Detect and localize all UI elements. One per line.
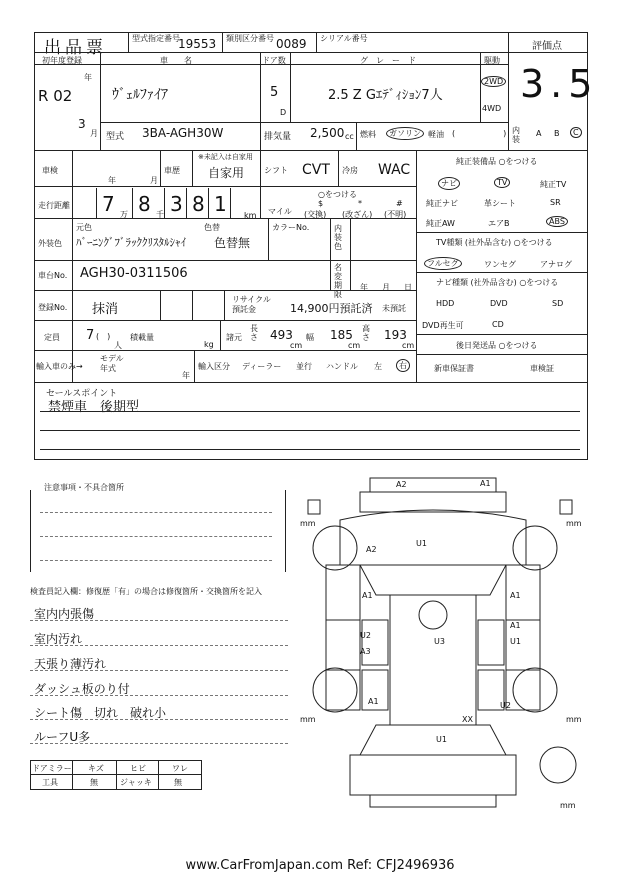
- notes-line: [30, 670, 288, 671]
- acc-tool-value: 無: [90, 778, 98, 787]
- notes-line: [40, 536, 272, 537]
- equip-airbag: エアB: [488, 219, 510, 228]
- handle-label: ハンドル: [326, 362, 358, 371]
- mileage-d2: 8: [138, 192, 151, 216]
- divider: [480, 52, 481, 122]
- wheel-rear-left: [313, 668, 357, 712]
- sheet-title: 出品票: [44, 38, 107, 58]
- name-change-year: 年: [360, 283, 368, 292]
- fuel-label: 燃料: [360, 130, 376, 139]
- reg-label: 登録No.: [38, 303, 68, 312]
- mark-front-bumper-2: A1: [480, 479, 491, 488]
- front-grille: [360, 492, 506, 512]
- divider: [72, 760, 73, 790]
- note-line-6: ルーフU多: [34, 730, 91, 744]
- divider: [100, 122, 508, 123]
- reg-value: 抹消: [92, 302, 119, 317]
- divider: [34, 260, 416, 261]
- first-reg-label: 初年度登録: [42, 56, 82, 65]
- handle-left: 左: [374, 362, 382, 371]
- nav-hdd: HDD: [436, 299, 455, 308]
- notes-line: [30, 743, 288, 744]
- score-value: 3.5: [520, 62, 599, 106]
- divider: [416, 150, 417, 382]
- month-unit: 月: [90, 129, 98, 138]
- sales-line: [40, 411, 580, 412]
- name-change-month: 月: [382, 283, 390, 292]
- len-value: 493: [270, 328, 293, 342]
- interior-color-label: 内装色: [334, 224, 342, 251]
- divider: [192, 150, 193, 186]
- divider: [100, 52, 101, 150]
- divider: [34, 320, 416, 321]
- mileage-sen: 千: [156, 210, 164, 219]
- hei-label: 高さ: [362, 324, 370, 342]
- seat-left-front: [362, 620, 388, 665]
- interior-label: 内装: [512, 126, 520, 144]
- cc-label: 排気量: [264, 132, 292, 142]
- later-certificate: 車検証: [530, 364, 554, 373]
- divider: [224, 290, 225, 320]
- person-unit: 人: [114, 341, 122, 350]
- divider: [186, 188, 187, 218]
- mileage-d3: 3: [170, 192, 183, 216]
- mm-front-right: mm: [566, 519, 582, 528]
- len-cm: cm: [290, 341, 303, 350]
- footer-ref: www.CarFromJapan.com Ref: CFJ2496936: [185, 858, 455, 873]
- tv-analog: アナログ: [540, 260, 572, 269]
- model-year-unit: 年: [182, 371, 190, 380]
- attach-hint: ○をつける: [318, 190, 357, 199]
- mark-fender-left: A2: [366, 545, 377, 554]
- mm-spare: mm: [560, 801, 576, 810]
- equip-leather: 革シート: [484, 199, 516, 208]
- model-year-label: モデル年式: [100, 354, 124, 373]
- divider: [72, 150, 73, 382]
- divider: [34, 150, 588, 151]
- name-change-label: 名変期限: [334, 263, 342, 299]
- doors-sub: D: [280, 108, 287, 117]
- divider: [230, 188, 231, 218]
- divider: [290, 52, 291, 122]
- notes-line: [30, 719, 288, 720]
- mileage-label: 走行距離: [38, 201, 70, 210]
- spare-wheel: [540, 747, 576, 783]
- note-line-1: 室内内張傷: [34, 607, 95, 621]
- nav-dvd-play: DVD再生可: [422, 321, 464, 330]
- divider: [34, 290, 416, 291]
- divider: [330, 218, 331, 290]
- orig-color-label: 元色: [76, 223, 92, 232]
- handle-right: 右: [396, 359, 410, 372]
- acc-header-crack: ヒビ: [130, 764, 146, 773]
- color-value: ﾊﾞｰﾆﾝｸﾞﾌﾞﾗｯｸｸﾘｽﾀﾙｼｬｲ: [76, 236, 186, 249]
- ac-value: WAC: [378, 162, 411, 178]
- car-name-label: 車名: [160, 56, 208, 65]
- drive-4wd: 4WD: [482, 104, 502, 113]
- mileage-d5: 1: [214, 192, 227, 216]
- divider: [132, 188, 133, 218]
- divider: [222, 32, 223, 52]
- mark-tailgate: U1: [436, 735, 447, 744]
- altered-label: (改ざん): [342, 210, 373, 219]
- tv-oneseg: ワンセグ: [484, 260, 516, 269]
- divider: [116, 760, 117, 790]
- notes-line: [30, 695, 288, 696]
- later-warranty: 新車保証書: [434, 364, 474, 373]
- sales-line: [40, 449, 580, 450]
- class-value: 0089: [276, 37, 307, 51]
- exchange-label: (交換): [304, 210, 327, 219]
- acc-header-scratch: キズ: [88, 764, 104, 773]
- chassis-value: AGH30-0311506: [80, 266, 188, 281]
- rear-bumper: [370, 795, 496, 807]
- divider: [338, 150, 339, 186]
- equip-sr: SR: [550, 198, 561, 207]
- wid-label: 幅: [306, 333, 314, 342]
- mark-front-bumper-1: A2: [396, 480, 407, 489]
- color-label: 外装色: [38, 239, 62, 248]
- sales-text: 禁煙車 後期型: [48, 400, 140, 415]
- shift-value: CVT: [302, 162, 330, 178]
- wheel-front-left: [313, 526, 357, 570]
- mark-seat-left-2: A3: [360, 647, 371, 656]
- mark-rear-xx: XX: [462, 715, 473, 724]
- use-value: 自家用: [208, 166, 245, 180]
- capacity-label: 定員: [44, 333, 60, 342]
- acc-jack-label: ジャッキ: [120, 778, 152, 787]
- hash-sym: #: [396, 199, 403, 208]
- mm-front-left: mm: [300, 519, 316, 528]
- diesel-label: 軽油: [428, 130, 444, 139]
- notes-line: [40, 560, 272, 561]
- notes-line: [30, 645, 288, 646]
- shaken-year-unit: 年: [108, 176, 116, 185]
- divider: [194, 350, 195, 382]
- acc-jack-value: 無: [174, 778, 182, 787]
- import-parallel: 並行: [296, 362, 312, 371]
- load-kg: kg: [204, 340, 214, 349]
- mile-label: マイル: [268, 207, 292, 216]
- equip-genuine-tv: 純正TV: [540, 180, 567, 189]
- car-name: ｳﾞｪﾙﾌｧｲｱ: [112, 87, 168, 103]
- hei-value: 193: [384, 328, 407, 342]
- divider: [508, 52, 588, 53]
- mileage-d4: 8: [192, 192, 205, 216]
- type-label: 型式指定番号: [132, 34, 180, 43]
- later-title: 後日発送品 ○をつける: [456, 341, 538, 350]
- interior-c: C: [570, 127, 582, 138]
- hei-cm: cm: [402, 341, 415, 350]
- len-label: 長さ: [250, 324, 258, 342]
- import-label: 輸入車のみ→: [36, 362, 83, 371]
- unknown-label: (不明): [384, 210, 407, 219]
- import-dealer: ディーラー: [242, 362, 282, 371]
- note-line-5: シート傷 切れ 破れ小: [34, 706, 167, 720]
- recycle-value: 14,900円預託済: [290, 302, 373, 315]
- sales-label: セールスポイント: [46, 389, 118, 399]
- tv-fullseg: フルセグ: [424, 257, 462, 270]
- divider: [34, 52, 508, 53]
- divider: [34, 218, 416, 219]
- colorno-label: カラーNo.: [272, 223, 310, 232]
- divider: [260, 150, 261, 218]
- serial-label: シリアル番号: [320, 34, 368, 43]
- capacity-paren: ( ): [96, 332, 111, 341]
- drive-2wd: 2WD: [481, 76, 506, 87]
- dim-label: 諸元: [226, 333, 242, 342]
- divider: [96, 188, 97, 218]
- hood: [340, 510, 526, 565]
- mark-roof: U3: [434, 637, 445, 646]
- notes-line: [40, 512, 272, 513]
- mark-door-right-front: A1: [510, 591, 521, 600]
- divider: [268, 218, 269, 260]
- shaken-label: 車検: [42, 166, 58, 175]
- inspector-label: 検査員記入欄：修復歴「有」の場合は修復箇所・交換箇所を記入: [30, 587, 262, 596]
- doors-label: ドア数: [262, 56, 286, 65]
- mark-door-left-front: A1: [362, 591, 373, 600]
- dollar-sym: $: [318, 199, 324, 208]
- divider: [34, 186, 416, 187]
- ac-label: 冷房: [342, 166, 358, 175]
- mileage-km: km: [244, 211, 257, 220]
- divider: [164, 188, 165, 218]
- windshield: [360, 565, 506, 595]
- divider: [508, 32, 509, 150]
- cc-value: 2,500: [310, 126, 345, 140]
- interior-b: B: [554, 129, 560, 138]
- mileage-d1: 7: [102, 192, 115, 216]
- divider: [416, 232, 588, 233]
- divider: [158, 760, 159, 790]
- mm-rear-right: mm: [566, 715, 582, 724]
- divider: [416, 354, 588, 355]
- divider: [350, 218, 351, 290]
- mark-door-right-3: U1: [510, 637, 521, 646]
- mark-seat-left-1: U2: [360, 631, 371, 640]
- mm-rear-left: mm: [300, 715, 316, 724]
- car-damage-diagram: [290, 470, 590, 815]
- grade-value: 2.5 Z Gｴﾃﾞｨｼｮﾝ7人: [328, 88, 443, 103]
- first-reg-era: R 02: [38, 87, 73, 105]
- drive-label: 駆動: [484, 56, 500, 65]
- roof: [390, 595, 476, 725]
- name-change-day: 日: [404, 283, 412, 292]
- class-label: 類別区分番号: [226, 34, 274, 43]
- divider: [416, 334, 588, 335]
- recycle-no: 未預託: [382, 304, 406, 313]
- doors-value: 5: [270, 85, 279, 100]
- mark-quarter-right: U2: [500, 701, 511, 710]
- tv-title: TV種類 (社外品含む) ○をつける: [436, 238, 553, 247]
- note-line-3: 天張り薄汚れ: [34, 657, 107, 671]
- divider: [260, 52, 261, 122]
- equip-genuine-navi: 純正ナビ: [426, 199, 458, 208]
- wid-value: 185: [330, 328, 353, 342]
- type-value: 19553: [178, 37, 217, 51]
- star-sym: *: [358, 199, 362, 208]
- interior-a: A: [536, 129, 542, 138]
- mileage-man: 万: [120, 210, 128, 219]
- divider: [260, 122, 261, 150]
- acc-tool-label: 工具: [42, 778, 58, 787]
- grade-label: グレード: [360, 56, 424, 65]
- divider: [160, 290, 161, 320]
- nav-sd: SD: [552, 299, 564, 308]
- divider: [128, 32, 129, 52]
- load-label: 積載量: [130, 333, 154, 342]
- year-unit: 年: [84, 73, 92, 82]
- divider: [208, 188, 209, 218]
- wheel-rear-right: [513, 668, 557, 712]
- chassis-label: 車台No.: [38, 271, 68, 280]
- divider: [192, 290, 193, 320]
- recolor-label: 色替: [204, 223, 220, 232]
- divider: [416, 272, 588, 273]
- first-reg-month: 3: [78, 117, 86, 131]
- divider: [220, 320, 221, 350]
- use-label: 車歴: [164, 166, 180, 175]
- capacity-value: 7: [86, 328, 95, 343]
- mark-door-right-2: A1: [510, 621, 521, 630]
- nav-dvd: DVD: [490, 299, 508, 308]
- divider: [34, 382, 588, 383]
- acc-header-broken: ワレ: [172, 764, 188, 773]
- fuel-gasoline: ガソリン: [386, 127, 424, 140]
- use-note: ※未記入は自家用: [198, 153, 253, 161]
- equip-aw: 純正AW: [426, 219, 455, 228]
- acc-header-mirror: ドアミラー: [32, 764, 72, 773]
- score-label: 評価点: [532, 41, 562, 52]
- notes-line: [30, 620, 288, 621]
- model-label: 型式: [106, 132, 125, 142]
- nav-cd: CD: [492, 320, 504, 329]
- divider: [316, 32, 317, 52]
- notes-label: 注意事項・不具合箇所: [44, 483, 124, 492]
- shaken-month-unit: 月: [150, 176, 158, 185]
- note-line-4: ダッシュ板のり付: [34, 682, 130, 696]
- mark-hood: U1: [416, 539, 427, 548]
- recycle-label: リサイクル預託金: [232, 295, 271, 314]
- nav-title: ナビ種類 (社外品含む) ○をつける: [436, 278, 559, 287]
- equip-tv: TV: [494, 177, 510, 188]
- divider: [356, 122, 357, 150]
- rear-window: [360, 725, 506, 755]
- wid-cm: cm: [348, 341, 361, 350]
- equip-navi: ナビ: [438, 177, 460, 190]
- seat-right-front: [478, 620, 504, 665]
- sales-line: [40, 430, 580, 431]
- divider: [160, 150, 161, 186]
- wheel-front-right: [513, 526, 557, 570]
- diesel-bracket: ( ): [452, 129, 507, 138]
- note-line-2: 室内汚れ: [34, 632, 83, 646]
- tailgate: [350, 755, 516, 795]
- equip-abs: ABS: [546, 216, 568, 227]
- divider: [34, 350, 416, 351]
- import-kind-label: 輸入区分: [198, 362, 230, 371]
- recolor-value: 色替無: [214, 236, 251, 250]
- left-side: [326, 565, 360, 710]
- shift-label: シフト: [264, 166, 288, 175]
- front-bumper: [370, 478, 496, 492]
- equipment-title: 純正装備品 ○をつける: [456, 157, 538, 166]
- mark-quarter-left: A1: [368, 697, 379, 706]
- model-value: 3BA-AGH30W: [142, 126, 224, 140]
- cc-unit: cc: [345, 132, 354, 141]
